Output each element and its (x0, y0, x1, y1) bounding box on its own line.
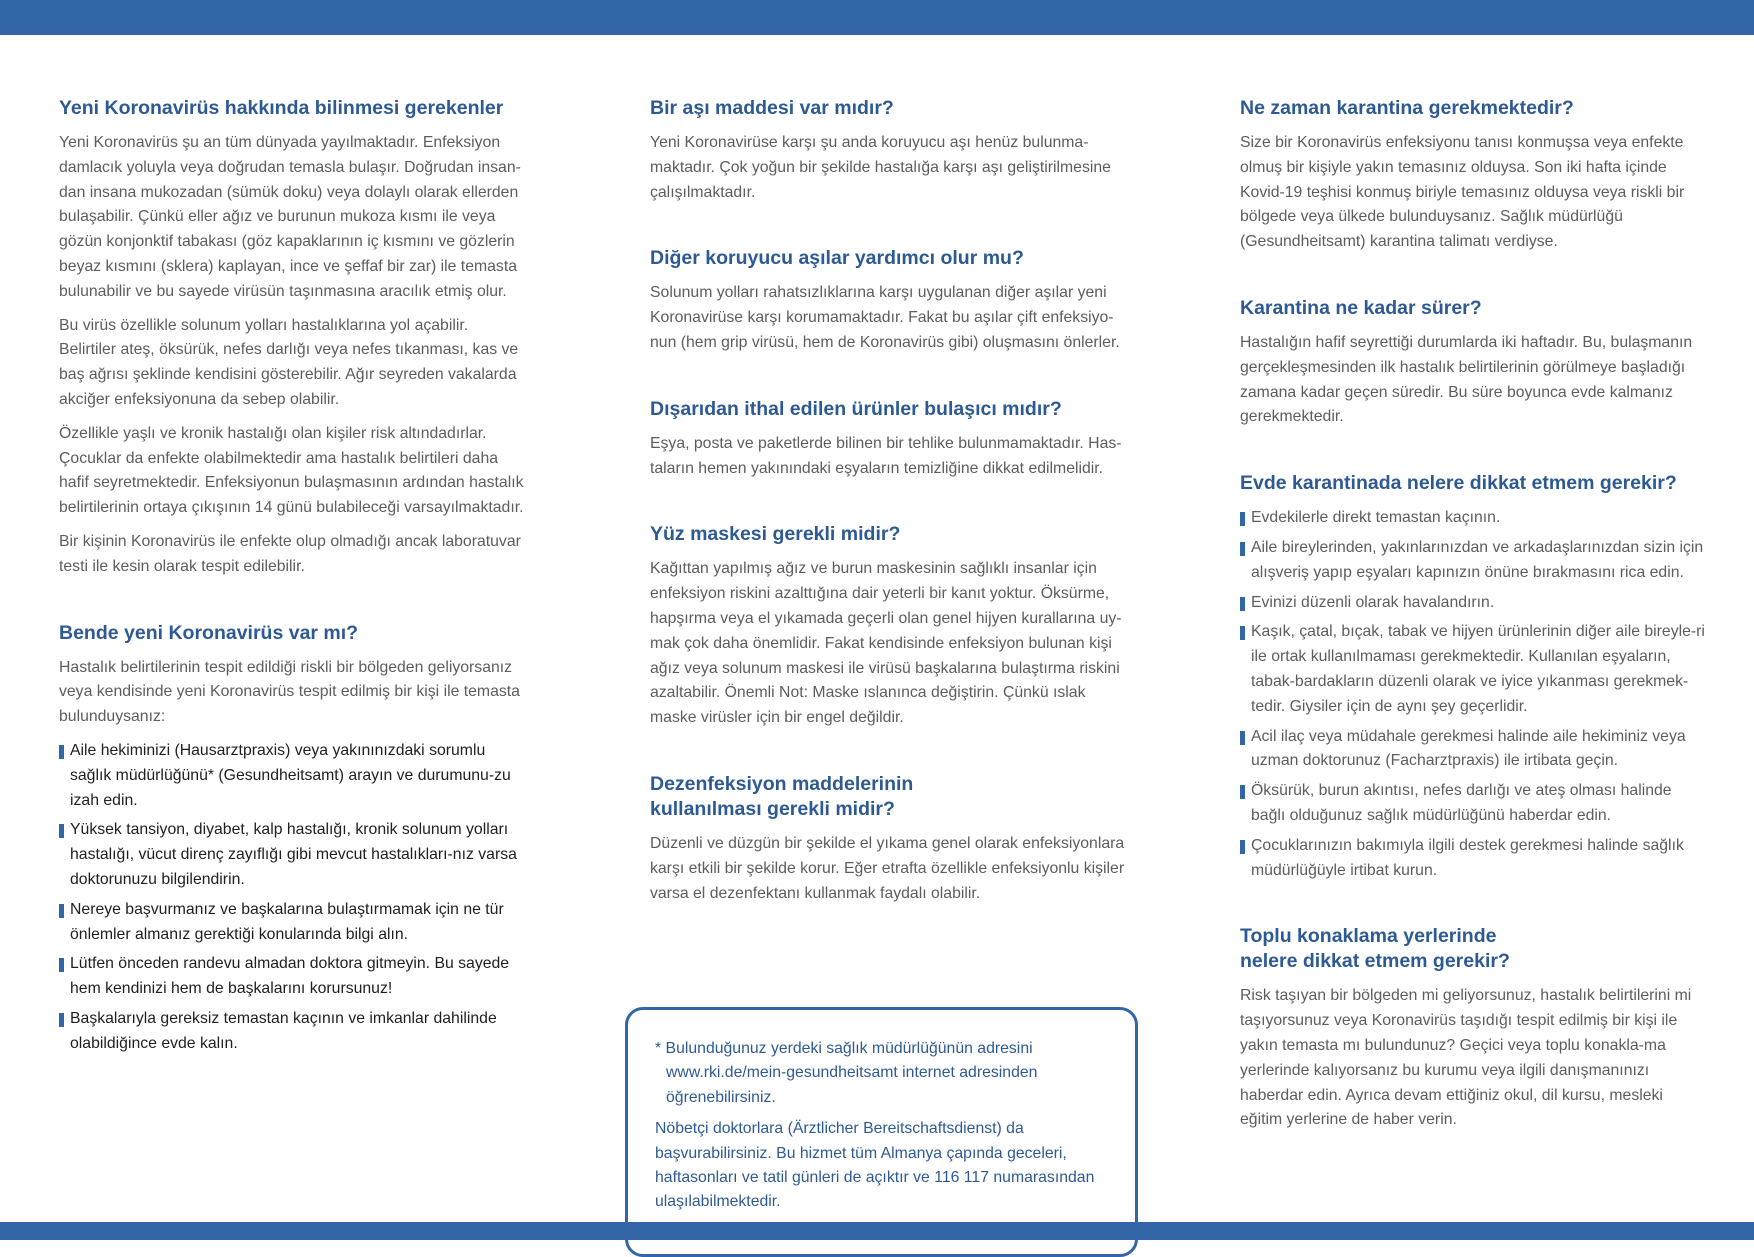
info-box (625, 1007, 1138, 1257)
section-do-i-have-coronavirus (59, 621, 529, 1057)
paragraph: Hastalığın hafif seyrettiği durumlarda iki haftadır. Bu, bulaşmanın gerçekleşmesinden ilk hastalık belirtilerinin görülmeye başladığı zamana kadar geçen süredir. Bu süre boyunca evde kalmanız gerekmektedir. (1240, 333, 1693, 426)
list-item: Nereye başvurmanız ve başkalarına bulaştırmamak için ne tür önlemler almanız gerektiği konularında bilgi alın. (59, 898, 529, 948)
paragraph: Bu virüs özellikle solunum yolları hastalıklarına yol açabilir. Belirtiler ateş, öksürük, nefes darlığı veya nefes tıkanması, kas ve baş ağrısı şeklinde kendisini gösterebilir. Ağır seyreden vakalarda akciğer enfeksiyonuna da sebep olabilir. (59, 316, 519, 408)
column-middle (650, 96, 1130, 915)
paragraph: Eşya, posta ve paketlerde bilinen bir tehlike bulunmamaktadır. Has-taların hemen yakınındaki eşyaların temizliğine dikkat edilmelidir. (650, 434, 1122, 477)
paragraph: Size bir Koronavirüs enfeksiyonu tanısı konmuşsa veya enfekte olmuş bir kişiyle yakın temasınız olduysa. Son iki hafta içinde Kovid-19 teşhisi konmuş biriyle temasınız olduysa veya riskli bir bölgede veya ülkede bulunduysanız. Sağlık müdürlüğü (Gesundheitsamt) karantina talimatı verdiyse. (1240, 134, 1685, 251)
list-item: Öksürük, burun akıntısı, nefes darlığı ve ateş olması halinde bağlı olduğunuz sağlık müdürlüğünü haberdar edin. (1240, 779, 1705, 829)
paragraph: Düzenli ve düzgün bir şekilde el yıkama genel olarak enfeksiyonlara karşı etkili bir şekilde korur. Eğer etrafta özellikle enfeksiyonlu kişiler varsa el dezenfektanı kullanmak faydalı olabilir. (650, 834, 1125, 902)
top-color-band (0, 0, 1754, 35)
column-right (1240, 96, 1705, 1142)
section-heading (650, 772, 1130, 822)
list-item: Evinizi düzenli olarak havalandırın. (1240, 591, 1705, 616)
list-item: Yüksek tansiyon, diyabet, kalp hastalığı, kronik solunum yolları hastalığı, vücut direnç zayıflığı gibi mevcut hastalıkları-nız varsa doktorunuzu bilgilendirin. (59, 818, 529, 892)
bullet-list (1240, 506, 1705, 883)
heading-line: Toplu konaklama yerlerinde (1240, 925, 1497, 948)
list-item: Aile bireylerinden, yakınlarınızdan ve arkadaşlarınızdan sizin için alışveriş yapıp eşyaları kapınızın önüne bırakmasını rica edin. (1240, 536, 1705, 586)
section-imported-products (650, 397, 1130, 482)
list-item: Başkalarıyla gereksiz temastan kaçının ve imkanlar dahilinde olabildiğince evde kalın. (59, 1007, 529, 1057)
section-heading: Ne zaman karantina gerekmektedir? (1240, 97, 1574, 119)
section-home-quarantine (1240, 471, 1705, 883)
section-heading: Bende yeni Koronavirüs var mı? (59, 621, 359, 644)
section-when-quarantine (1240, 96, 1705, 255)
section-heading: Yüz maskesi gerekli midir? (650, 523, 901, 546)
section-heading: Yeni Koronavirüs hakkında bilinmesi gerekenler (59, 97, 504, 119)
heading-line: Dezenfeksiyon maddelerinin (650, 772, 914, 795)
list-item: Aile hekiminizi (Hausarztpraxis) veya yakınınızdaki sorumlu sağlık müdürlüğünü* (Gesundheitsamt) arayın ve durumunu-zu izah edin. (59, 739, 529, 813)
paragraph: Özellikle yaşlı ve kronik hastalığı olan kişiler risk altındadırlar. Çocuklar da enfekte olabilmektedir ama hastalık belirtileri daha hafif seyretmektedir. Enfeksiyonun bulaşmasının ardından hastalık belirtilerinin ortaya çıkışının 14 günü bulabileceği varsayılmaktadır. (59, 424, 524, 517)
section-heading: Evde karantinada nelere dikkat etmem gerekir? (1240, 472, 1677, 495)
section-heading: Bir aşı maddesi var mıdır? (650, 97, 894, 119)
paragraph: Hastalık belirtilerinin tespit edildiği riskli bir bölgeden geliyorsanız veya kendisinde yeni Koronavirüs tespit edilmiş bir kişi ile temasta bulunduysanız: (59, 658, 520, 726)
section-disinfectants (650, 772, 1130, 906)
list-item: Evdekilerle direkt temastan kaçının. (1240, 506, 1705, 531)
paragraph: Bir kişinin Koronavirüs ile enfekte olup olmadığı ancak laboratuvar testi ile kesin olarak tespit edilebilir. (59, 532, 521, 575)
section-about-coronavirus (59, 96, 529, 580)
section-collective-accommodation (1240, 924, 1705, 1133)
section-heading: Karantina ne kadar sürer? (1240, 296, 1482, 319)
section-vaccine (650, 96, 1130, 205)
paragraph: Yeni Koronavirüs şu an tüm dünyada yayılmaktadır. Enfeksiyon damlacık yoluyla veya doğrudan temasla bulaşır. Doğrudan insan-dan insana mukozadan (sümük doku) veya dolaylı olarak ellerden bulaşabilir. Çünkü eller ağız ve burunun mukoza kısmı ile veya gözün konjonktif tabakası (göz kapaklarının iç kısmını ve gözlerin beyaz kısmını (sklera) kaplayan, ince ve şeffaf bir zar) ile temasta bulunabilir ve bu sayede virüsün taşınmasına aracılık etmiş olur. (59, 134, 521, 300)
section-heading: Diğer koruyucu aşılar yardımcı olur mu? (650, 247, 1024, 270)
paragraph: Kağıttan yapılmış ağız ve burun maskesinin sağlıklı insanlar için enfeksiyon riskini azalttığına dair yeterli bir kanıt yoktur. Öksürme, hapşırma veya el yıkamada geçerli olan genel hijyen kurallarına uy-mak çok daha önemlidir. Fakat kendisinde enfeksiyon bulunan kişi ağız veya solunum maskesi ile virüsü başkalarına bulaştırma riskini azaltabilir. Önemli Not: Maske ıslanınca değiştirin. Çünkü ıslak maske virüsler için bir engel değildir. (650, 560, 1122, 727)
list-item: Çocuklarınızın bakımıyla ilgili destek gerekmesi halinde sağlık müdürlüğüyle irtibat kurun. (1240, 834, 1705, 884)
section-other-vaccines (650, 246, 1130, 355)
on-call-doctors-note: Nöbetçi doktorlara (Ärztlicher Bereitschaftsdienst) da başvurabilirsiniz. Bu hizmet tüm Almanya çapında geceleri, haftasonları ve tatil günleri de açıktır ve 116 117 numarasından ulaşılabilmektedir. (655, 1120, 1095, 1211)
paragraph: Yeni Koronavirüse karşı şu anda koruyucu aşı henüz bulunma-maktadır. Çok yoğun bir şekilde hastalığa karşı aşı geliştirilmesine çalışılmaktadır. (650, 134, 1111, 201)
section-face-mask (650, 522, 1130, 731)
footnote-health-office: * Bulunduğunuz yerdeki sağlık müdürlüğünün adresini www.rki.de/mein-gesundheitsamt internet adresinden öğrenebilirsiniz. (655, 1040, 1038, 1106)
list-item: Lütfen önceden randevu almadan doktora gitmeyin. Bu sayede hem kendinizi hem de başkalarını korursunuz! (59, 952, 529, 1002)
section-quarantine-duration (1240, 296, 1705, 430)
bottom-color-band (0, 1222, 1754, 1240)
column-left (59, 96, 529, 1062)
section-heading: Dışarıdan ithal edilen ürünler bulaşıcı mıdır? (650, 397, 1062, 420)
list-item: Acil ilaç veya müdahale gerekmesi halinde aile hekiminiz veya uzman doktorunuz (Facharztpraxis) ile irtibata geçin. (1240, 725, 1705, 775)
heading-line: nelere dikkat etmem gerekir? (1240, 950, 1510, 973)
paragraph: Risk taşıyan bir bölgeden mi geliyorsunuz, hastalık belirtilerini mi taşıyorsunuz veya Koronavirüs taşıdığı tespit edilmiş bir kişi ile yakın temasta mı bulundunuz? Geçici veya toplu konakla-ma yerlerinde kalıyorsanız bu kurumu veya ilgili danışmanınızı haberdar edin. Ayrıca devam ettiğiniz okul, dil kursu, mesleki eğitim yerlerine de haber verin. (1240, 987, 1692, 1129)
bullet-list (59, 739, 529, 1057)
heading-line: kullanılması gerekli midir? (650, 797, 895, 820)
section-heading (1240, 924, 1705, 974)
list-item: Kaşık, çatal, bıçak, tabak ve hijyen ürünlerinin diğer aile bireyle-ri ile ortak kullanılmaması gerekmektedir. Kullanılan eşyaların, tabak-bardakların düzenli olarak ve iyice yıkanması gerekmek-tedir. Giysiler için de aynı şey geçerlidir. (1240, 620, 1705, 719)
paragraph: Solunum yolları rahatsızlıklarına karşı uygulanan diğer aşılar yeni Koronavirüse karşı korumamaktadır. Fakat bu aşılar çift enfeksiyo-nun (hem grip virüsü, hem de Koronavirüs gibi) oluşmasını önlerler. (650, 284, 1120, 351)
